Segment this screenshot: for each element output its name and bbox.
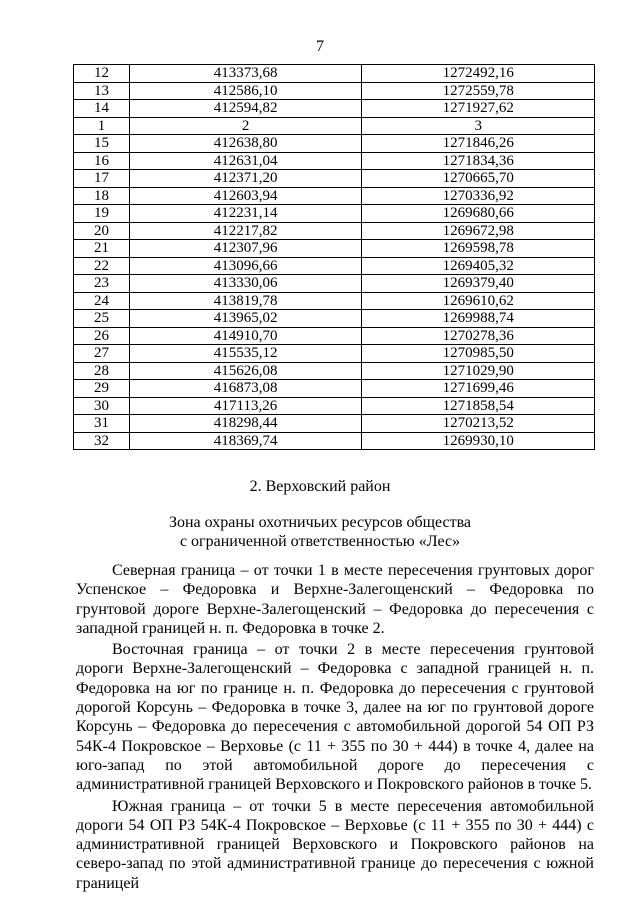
section-heading: 2. Верховский район	[249, 478, 391, 495]
x-coordinate-cell: 412586,10	[129, 82, 362, 100]
table-row	[74, 257, 595, 275]
table-row	[74, 275, 595, 293]
point-number-cell: 19	[74, 205, 130, 223]
x-coordinate-cell: 415535,12	[129, 345, 362, 363]
y-coordinate-cell: 1270278,36	[362, 327, 595, 345]
x-coordinate-cell: 412307,96	[129, 240, 362, 258]
page-number: 7	[316, 38, 324, 55]
y-coordinate-cell: 1270213,52	[362, 415, 595, 433]
zone-title-line-1: Зона охраны охотничьих ресурсов общества	[168, 514, 472, 531]
zone-title-line-2: с ограниченной ответственностью «Лес»	[179, 533, 461, 550]
coordinates-table	[73, 64, 595, 450]
table-row	[74, 187, 595, 205]
zone-title	[0, 513, 640, 551]
y-coordinate-cell: 1269680,66	[362, 205, 595, 223]
table-row	[74, 117, 595, 135]
x-coordinate-cell: 418298,44	[129, 415, 362, 433]
paragraph-east-boundary: Восточная граница – от точки 2 в месте пересечения грунтовой дороги Верхне-Залегощенский – Федоровка с западной границей н. п. Федоровка на юг по границе н. п. Федоровка до пересечения с грунтовой дорогой Корсунь – Федоровка в точке 3, далее на юг по грунтовой дороге Корсунь – Федоровка до пересечения с автомобильной дорогой 54 ОП РЗ 54К-4 Покровское – Верховье (с 11 + 355 по 30 + 444) в точке 4, далее на юго-запад по этой автомобильной дороге до пересечения с административной границей Верховского и Покровского районов в точке 5.	[76, 641, 594, 794]
x-coordinate-cell: 412638,80	[129, 135, 362, 153]
boundary-description	[76, 561, 594, 895]
y-coordinate-cell: 1271699,46	[362, 380, 595, 398]
table-row	[74, 327, 595, 345]
point-number-cell: 16	[74, 152, 130, 170]
y-coordinate-cell: 1271927,62	[362, 100, 595, 118]
table-row	[74, 415, 595, 433]
point-number-cell: 14	[74, 100, 130, 118]
x-coordinate-cell: 413096,66	[129, 257, 362, 275]
y-coordinate-cell: 1269672,98	[362, 222, 595, 240]
point-number-cell: 21	[74, 240, 130, 258]
x-coordinate-cell: 413373,68	[129, 65, 362, 83]
table-row	[74, 205, 595, 223]
x-coordinate-cell: 412603,94	[129, 187, 362, 205]
point-number-cell: 1	[74, 117, 130, 135]
table-row	[74, 82, 595, 100]
table-row	[74, 345, 595, 363]
table-row	[74, 397, 595, 415]
y-coordinate-cell: 3	[362, 117, 595, 135]
point-number-cell: 26	[74, 327, 130, 345]
table-row	[74, 292, 595, 310]
point-number-cell: 25	[74, 310, 130, 328]
point-number-cell: 15	[74, 135, 130, 153]
y-coordinate-cell: 1270985,50	[362, 345, 595, 363]
point-number-cell: 29	[74, 380, 130, 398]
point-number-cell: 20	[74, 222, 130, 240]
point-number-cell: 30	[74, 397, 130, 415]
table-row	[74, 362, 595, 380]
point-number-cell: 24	[74, 292, 130, 310]
x-coordinate-cell: 416873,08	[129, 380, 362, 398]
x-coordinate-cell: 412371,20	[129, 170, 362, 188]
y-coordinate-cell: 1270665,70	[362, 170, 595, 188]
x-coordinate-cell: 417113,26	[129, 397, 362, 415]
y-coordinate-cell: 1270336,92	[362, 187, 595, 205]
y-coordinate-cell: 1271029,90	[362, 362, 595, 380]
x-coordinate-cell: 418369,74	[129, 432, 362, 450]
table-row	[74, 240, 595, 258]
y-coordinate-cell: 1269930,10	[362, 432, 595, 450]
point-number-cell: 23	[74, 275, 130, 293]
x-coordinate-cell: 413330,06	[129, 275, 362, 293]
table-row	[74, 380, 595, 398]
paragraph-north-boundary: Северная граница – от точки 1 в месте пересечения грунтовых дорог Успенское – Федоровка и Верхне-Залегощенский – Федоровка по грунтовой дороге Верхне-Залегощенский – Федоровка до пересечения с западной границей н. п. Федоровка в точке 2.	[76, 562, 594, 637]
point-number-cell: 18	[74, 187, 130, 205]
x-coordinate-cell: 415626,08	[129, 362, 362, 380]
y-coordinate-cell: 1269610,62	[362, 292, 595, 310]
x-coordinate-cell: 2	[129, 117, 362, 135]
y-coordinate-cell: 1269405,32	[362, 257, 595, 275]
y-coordinate-cell: 1272559,78	[362, 82, 595, 100]
point-number-cell: 17	[74, 170, 130, 188]
point-number-cell: 27	[74, 345, 130, 363]
table-row	[74, 135, 595, 153]
table-row	[74, 222, 595, 240]
table-row	[74, 152, 595, 170]
y-coordinate-cell: 1269988,74	[362, 310, 595, 328]
y-coordinate-cell: 1269379,40	[362, 275, 595, 293]
point-number-cell: 22	[74, 257, 130, 275]
y-coordinate-cell: 1271858,54	[362, 397, 595, 415]
x-coordinate-cell: 412217,82	[129, 222, 362, 240]
table-row	[74, 310, 595, 328]
point-number-cell: 32	[74, 432, 130, 450]
x-coordinate-cell: 412594,82	[129, 100, 362, 118]
point-number-cell: 12	[74, 65, 130, 83]
y-coordinate-cell: 1269598,78	[362, 240, 595, 258]
x-coordinate-cell: 412231,14	[129, 205, 362, 223]
point-number-cell: 31	[74, 415, 130, 433]
table-row	[74, 170, 595, 188]
x-coordinate-cell: 413965,02	[129, 310, 362, 328]
y-coordinate-cell: 1271834,36	[362, 152, 595, 170]
point-number-cell: 28	[74, 362, 130, 380]
y-coordinate-cell: 1271846,26	[362, 135, 595, 153]
y-coordinate-cell: 1272492,16	[362, 65, 595, 83]
x-coordinate-cell: 412631,04	[129, 152, 362, 170]
table-row	[74, 100, 595, 118]
table-row	[74, 432, 595, 450]
x-coordinate-cell: 413819,78	[129, 292, 362, 310]
paragraph-south-boundary: Южная граница – от точки 5 в месте пересечения автомобильной дороги 54 ОП РЗ 54К-4 Покровское – Верховье (с 11 + 355 по 30 + 444) с административной границей Верховского и Покровского районов на северо-запад по этой административной границе до пересечения с южной границей	[76, 797, 594, 892]
point-number-cell: 13	[74, 82, 130, 100]
table-row	[74, 65, 595, 83]
x-coordinate-cell: 414910,70	[129, 327, 362, 345]
